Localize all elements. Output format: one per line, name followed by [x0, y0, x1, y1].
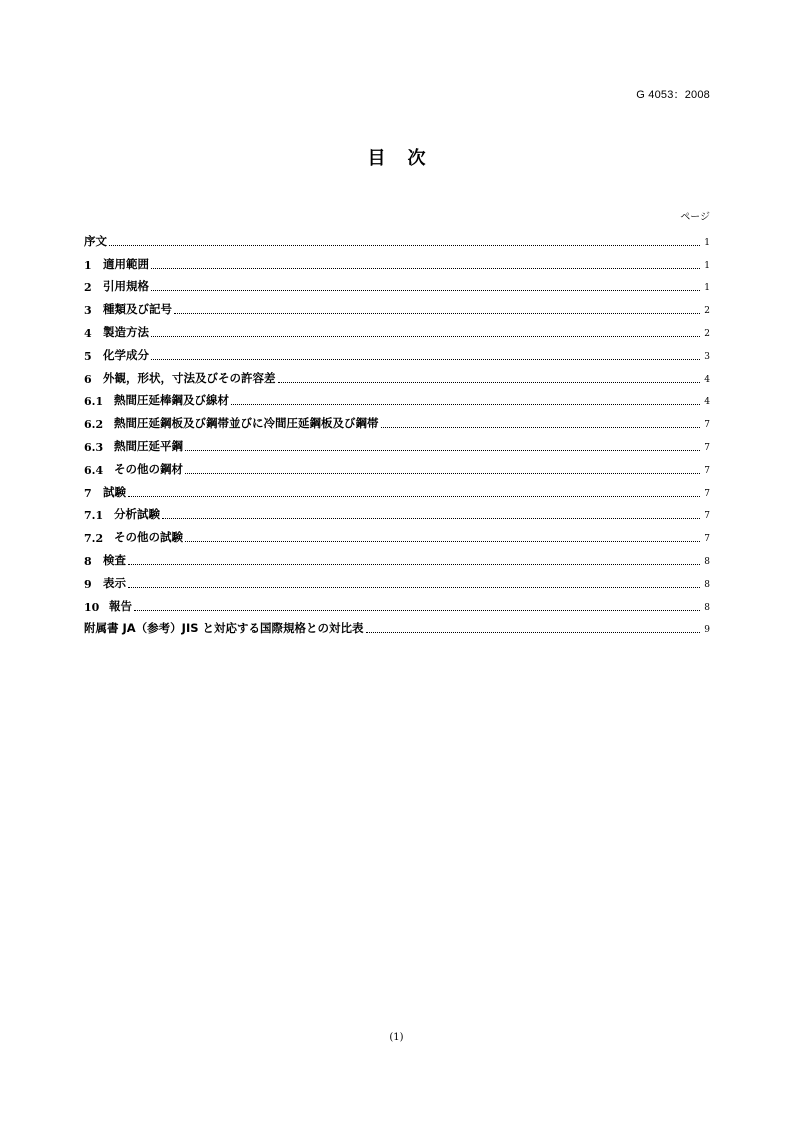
toc-entry-label: 引用規格	[103, 279, 149, 294]
toc-entry-page: 9	[704, 625, 710, 636]
dot-leader	[185, 450, 700, 451]
toc-entry-page: 1	[704, 237, 710, 248]
toc-entry-page: 8	[704, 602, 710, 613]
toc-entry-page: 7	[704, 465, 710, 476]
toc-entry-number: 9	[84, 577, 92, 591]
toc-entry-3[interactable]	[84, 294, 710, 317]
toc-entry-label: 熱間圧延平鋼	[114, 438, 183, 453]
toc-entry-7[interactable]	[84, 477, 710, 500]
dot-leader	[185, 473, 700, 474]
toc-entry-2[interactable]	[84, 272, 710, 295]
toc-entry-page: 8	[704, 579, 710, 590]
toc-entry-annex-ja[interactable]	[84, 614, 710, 637]
dot-leader	[109, 245, 700, 246]
dot-leader	[278, 382, 701, 383]
toc-entry-6-4[interactable]	[84, 454, 710, 477]
toc-entry-label: 化学成分	[103, 347, 149, 362]
dot-leader	[128, 587, 700, 588]
toc-list	[84, 226, 710, 636]
toc-entry-page: 7	[704, 511, 710, 522]
toc-entry-6[interactable]	[84, 363, 710, 386]
toc-entry-7-2[interactable]	[84, 522, 710, 545]
dot-leader	[174, 313, 700, 314]
toc-entry-1[interactable]	[84, 249, 710, 272]
dot-leader	[366, 632, 700, 633]
toc-entry-page: 2	[704, 306, 710, 317]
dot-leader	[128, 564, 700, 565]
toc-entry-page: 1	[704, 283, 710, 294]
toc-entry-page: 7	[704, 534, 710, 545]
toc-entry-number: 6.2	[84, 418, 104, 432]
toc-entry-number: 8	[84, 554, 92, 568]
toc-entry-label: 表示	[103, 575, 126, 590]
toc-entry-6-2[interactable]	[84, 408, 710, 431]
footer-page-number: (1)	[389, 1032, 404, 1043]
toc-entry-9[interactable]	[84, 568, 710, 591]
toc-entry-label: 製造方法	[103, 324, 149, 339]
toc-entry-number: 5	[84, 349, 92, 363]
toc-entry-page: 4	[704, 374, 710, 385]
toc-entry-4[interactable]	[84, 317, 710, 340]
toc-entry-page: 8	[704, 556, 710, 567]
dot-leader	[185, 541, 700, 542]
dot-leader	[151, 336, 700, 337]
toc-entry-number: 6.3	[84, 440, 104, 454]
toc-entry-label: 序文	[84, 233, 107, 248]
toc-entry-page: 7	[704, 420, 710, 431]
dot-leader	[128, 496, 700, 497]
toc-entry-label: その他の試験	[114, 530, 183, 545]
toc-entry-label: 試験	[103, 484, 126, 499]
toc-entry-page: 7	[704, 442, 710, 453]
toc-entry-label: 熱間圧延棒鋼及び線材	[114, 393, 229, 408]
dot-leader	[134, 610, 700, 611]
toc-title-part1: 目	[367, 148, 386, 169]
toc-entry-label: 検査	[103, 552, 126, 567]
toc-entry-label: 附属書 JA（参考）JIS と対応する国際規格との対比表	[84, 621, 364, 636]
toc-entry-6-1[interactable]	[84, 386, 710, 409]
dot-leader	[381, 427, 701, 428]
toc-entry-8[interactable]	[84, 545, 710, 568]
toc-entry-number: 6	[84, 372, 92, 386]
toc-entry-7-1[interactable]	[84, 500, 710, 523]
toc-entry-5[interactable]	[84, 340, 710, 363]
toc-entry-label: 種類及び記号	[103, 302, 172, 317]
toc-entry-label: 報告	[109, 598, 132, 613]
toc-entry-label: その他の鋼材	[114, 461, 183, 476]
toc-entry-number: 7.1	[84, 509, 104, 523]
toc-entry-label: 適用範囲	[103, 256, 149, 271]
toc-entry-number: 6.1	[84, 395, 104, 409]
standard-number: G 4053：2008	[636, 89, 710, 101]
toc-entry-label: 熱間圧延鋼板及び鋼帯並びに冷間圧延鋼板及び鋼帯	[114, 416, 379, 431]
toc-entry-6-3[interactable]	[84, 431, 710, 454]
page-column-label: ページ	[680, 212, 710, 223]
dot-leader	[151, 290, 700, 291]
toc-entry-preface[interactable]	[84, 226, 710, 249]
dot-leader	[151, 268, 700, 269]
toc-entry-number: 3	[84, 304, 92, 318]
toc-entry-number: 7	[84, 486, 92, 500]
toc-entry-number: 6.4	[84, 463, 104, 477]
toc-entry-label: 分析試験	[114, 507, 160, 522]
toc-entry-number: 7.2	[84, 532, 104, 546]
toc-entry-page: 3	[704, 351, 710, 362]
toc-entry-number: 4	[84, 326, 92, 340]
toc-entry-number: 2	[84, 281, 92, 295]
toc-entry-page: 4	[704, 397, 710, 408]
toc-entry-page: 2	[704, 328, 710, 339]
toc-title	[0, 144, 793, 170]
toc-entry-page: 7	[704, 488, 710, 499]
toc-title-part2: 次	[407, 148, 426, 169]
toc-entry-number: 10	[84, 600, 100, 614]
toc-entry-number: 1	[84, 258, 92, 272]
toc-entry-10[interactable]	[84, 591, 710, 614]
toc-entry-page: 1	[704, 260, 710, 271]
toc-entry-label: 外観，形状，寸法及びその許容差	[103, 370, 276, 385]
dot-leader	[162, 518, 700, 519]
dot-leader	[151, 359, 700, 360]
dot-leader	[231, 404, 700, 405]
